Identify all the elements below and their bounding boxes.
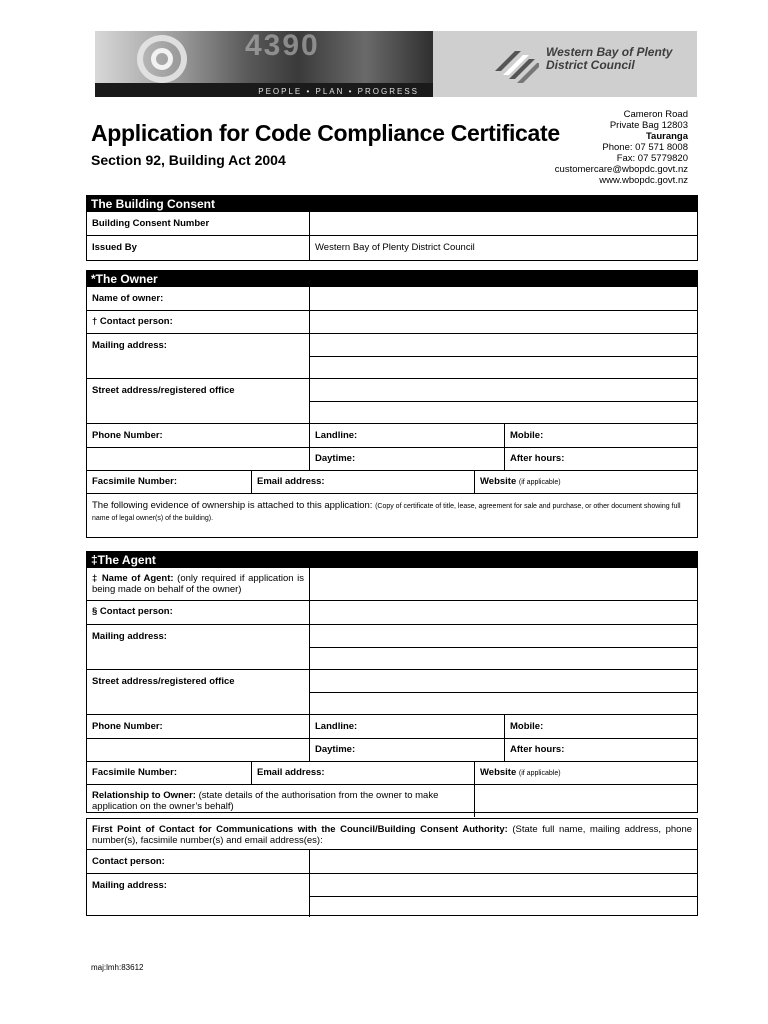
owner-street-label: Street address/registered office	[87, 379, 310, 423]
agent-relationship-field[interactable]	[475, 785, 697, 817]
tagline: PEOPLE • PLAN • PROGRESS	[258, 87, 419, 96]
address-email: customercare@wbopdc.govt.nz	[554, 164, 688, 175]
first-contact-section	[86, 818, 698, 916]
koru-swirl-inner-image	[151, 48, 173, 70]
owner-phone-row-1	[87, 423, 697, 447]
agent-relationship-note: (state details of the authorisation from the owner to make application on the owner’s behalf)	[92, 790, 439, 812]
owner-name-label: Name of owner:	[87, 287, 310, 310]
owner-mobile-field[interactable]	[505, 424, 697, 447]
owner-section	[86, 270, 698, 538]
address-line-2: Private Bag 12803	[609, 120, 688, 131]
agent-landline-field[interactable]	[310, 715, 505, 738]
owner-afterhours-field[interactable]	[505, 448, 697, 470]
agent-street-label: Street address/registered office	[87, 670, 310, 714]
agent-section	[86, 551, 698, 813]
agent-name-note: (only required if application is being made on behalf of the owner)	[92, 573, 304, 595]
owner-contact-row	[87, 310, 697, 333]
address-city: Tauranga	[645, 131, 688, 142]
agent-fax-field[interactable]	[87, 762, 252, 784]
agent-relationship-label: Relationship to Owner:	[92, 790, 196, 801]
owner-street-divider	[310, 401, 697, 402]
owner-name-row	[87, 287, 697, 310]
owner-website-note: (if applicable)	[518, 479, 561, 486]
owner-daytime-field[interactable]	[310, 448, 505, 470]
agent-name-field[interactable]	[310, 568, 697, 600]
first-contact-note: (State full name, mailing address, phone number(s), facsimile number(s) and email address(es):	[92, 824, 693, 846]
section-heading: ‡The Agent	[87, 552, 697, 568]
consent-number-row	[87, 212, 697, 235]
owner-phone-blank	[87, 448, 310, 470]
section-heading: The Building Consent	[87, 196, 697, 212]
agent-relationship-label-cell	[87, 785, 475, 817]
banner-photo	[95, 31, 433, 97]
first-contact-mailing-label: Mailing address:	[87, 874, 310, 917]
agent-street-divider	[310, 692, 697, 693]
address-web: www.wbopdc.govt.nz	[599, 175, 688, 186]
owner-evidence-note: (Copy of certificate of title, lease, agreement for sale and purchase, or other document showing full name of legal owner(s) of the building).	[92, 503, 681, 522]
logo-line-2: District Council	[546, 58, 635, 72]
owner-mobile-label: Mobile:	[510, 430, 544, 441]
agent-afterhours-field[interactable]	[505, 739, 697, 761]
agent-landline-label: Landline:	[315, 721, 358, 732]
agent-phone-row-1	[87, 714, 697, 738]
first-contact-heading-row	[87, 819, 697, 849]
agent-contact-field[interactable]	[310, 601, 697, 624]
agent-phone-label: Phone Number:	[87, 715, 310, 738]
first-contact-mailing-row	[87, 873, 697, 917]
owner-daytime-label: Daytime:	[315, 453, 356, 464]
owner-phone-label: Phone Number:	[87, 424, 310, 447]
council-logo-icon	[495, 45, 539, 85]
council-address	[555, 109, 688, 186]
owner-landline-label: Landline:	[315, 430, 358, 441]
owner-street-row	[87, 378, 697, 423]
page-subtitle: Section 92, Building Act 2004	[91, 152, 286, 168]
owner-website-label: Website	[480, 476, 517, 487]
owner-evidence-text: The following evidence of ownership is attached to this application:	[92, 500, 373, 511]
agent-mailing-divider	[310, 647, 697, 648]
owner-mailing-row	[87, 333, 697, 378]
agent-mailing-label: Mailing address:	[87, 625, 310, 669]
owner-contact-field[interactable]	[310, 311, 697, 333]
agent-mobile-field[interactable]	[505, 715, 697, 738]
agent-phone-row-2	[87, 738, 697, 761]
first-contact-person-field[interactable]	[310, 850, 697, 873]
address-fax: Fax: 07 5779820	[616, 153, 688, 164]
first-contact-heading	[87, 819, 697, 849]
owner-contact-details-row	[87, 470, 697, 493]
agent-name-row	[87, 568, 697, 600]
owner-contact-label: † Contact person:	[87, 311, 310, 333]
owner-mailing-label: Mailing address:	[87, 334, 310, 378]
owner-email-label: Email address:	[257, 476, 325, 487]
owner-website-field[interactable]	[475, 471, 697, 493]
agent-mailing-row	[87, 624, 697, 669]
agent-afterhours-label: After hours:	[510, 744, 565, 755]
issued-by-label: Issued By	[87, 236, 310, 260]
owner-email-field[interactable]	[252, 471, 475, 493]
owner-landline-field[interactable]	[310, 424, 505, 447]
first-contact-person-label: Contact person:	[87, 850, 310, 873]
agent-website-label: Website	[480, 767, 517, 778]
logo-line-1: Western Bay of Plenty	[546, 45, 673, 59]
document-reference: maj:lmh:83612	[91, 963, 144, 972]
header-banner	[95, 31, 697, 97]
agent-website-note: (if applicable)	[518, 770, 561, 777]
first-contact-label: First Point of Contact for Communications with the Council/Building Consent Authority:	[92, 824, 508, 835]
owner-mailing-divider	[310, 356, 697, 357]
agent-email-field[interactable]	[252, 762, 475, 784]
agent-name-label: ‡ Name of Agent:	[92, 573, 174, 584]
agent-mobile-label: Mobile:	[510, 721, 544, 732]
agent-daytime-label: Daytime:	[315, 744, 356, 755]
agent-contact-label: § Contact person:	[87, 601, 310, 624]
page-title: Application for Code Compliance Certificate	[91, 120, 560, 146]
agent-contact-details-row	[87, 761, 697, 784]
issued-by-row	[87, 235, 697, 260]
consent-number-label: Building Consent Number	[87, 212, 310, 235]
agent-name-label-cell	[87, 568, 310, 600]
agent-street-row	[87, 669, 697, 714]
agent-relationship-row	[87, 784, 697, 817]
address-phone: Phone: 07 571 8008	[602, 142, 688, 153]
agent-website-field[interactable]	[475, 762, 697, 784]
agent-email-label: Email address:	[257, 767, 325, 778]
agent-contact-row	[87, 600, 697, 624]
owner-afterhours-label: After hours:	[510, 453, 565, 464]
first-contact-mailing-divider	[310, 896, 697, 897]
owner-evidence-field[interactable]	[87, 494, 697, 541]
tagline-bar	[95, 83, 433, 97]
banner-photo-numerals: 4390	[245, 29, 320, 62]
building-consent-section	[86, 195, 698, 261]
owner-phone-row-2	[87, 447, 697, 470]
section-heading: *The Owner	[87, 271, 697, 287]
consent-number-field[interactable]	[310, 212, 697, 235]
agent-daytime-field[interactable]	[310, 739, 505, 761]
agent-fax-label: Facsimile Number:	[92, 767, 177, 778]
address-line-1: Cameron Road	[623, 109, 688, 120]
council-logo-text	[546, 46, 672, 72]
owner-evidence-row	[87, 493, 697, 541]
owner-fax-field[interactable]	[87, 471, 252, 493]
owner-name-field[interactable]	[310, 287, 697, 310]
owner-fax-label: Facsimile Number:	[92, 476, 177, 487]
first-contact-person-row	[87, 849, 697, 873]
agent-phone-blank	[87, 739, 310, 761]
issued-by-value: Western Bay of Plenty District Council	[315, 242, 475, 253]
